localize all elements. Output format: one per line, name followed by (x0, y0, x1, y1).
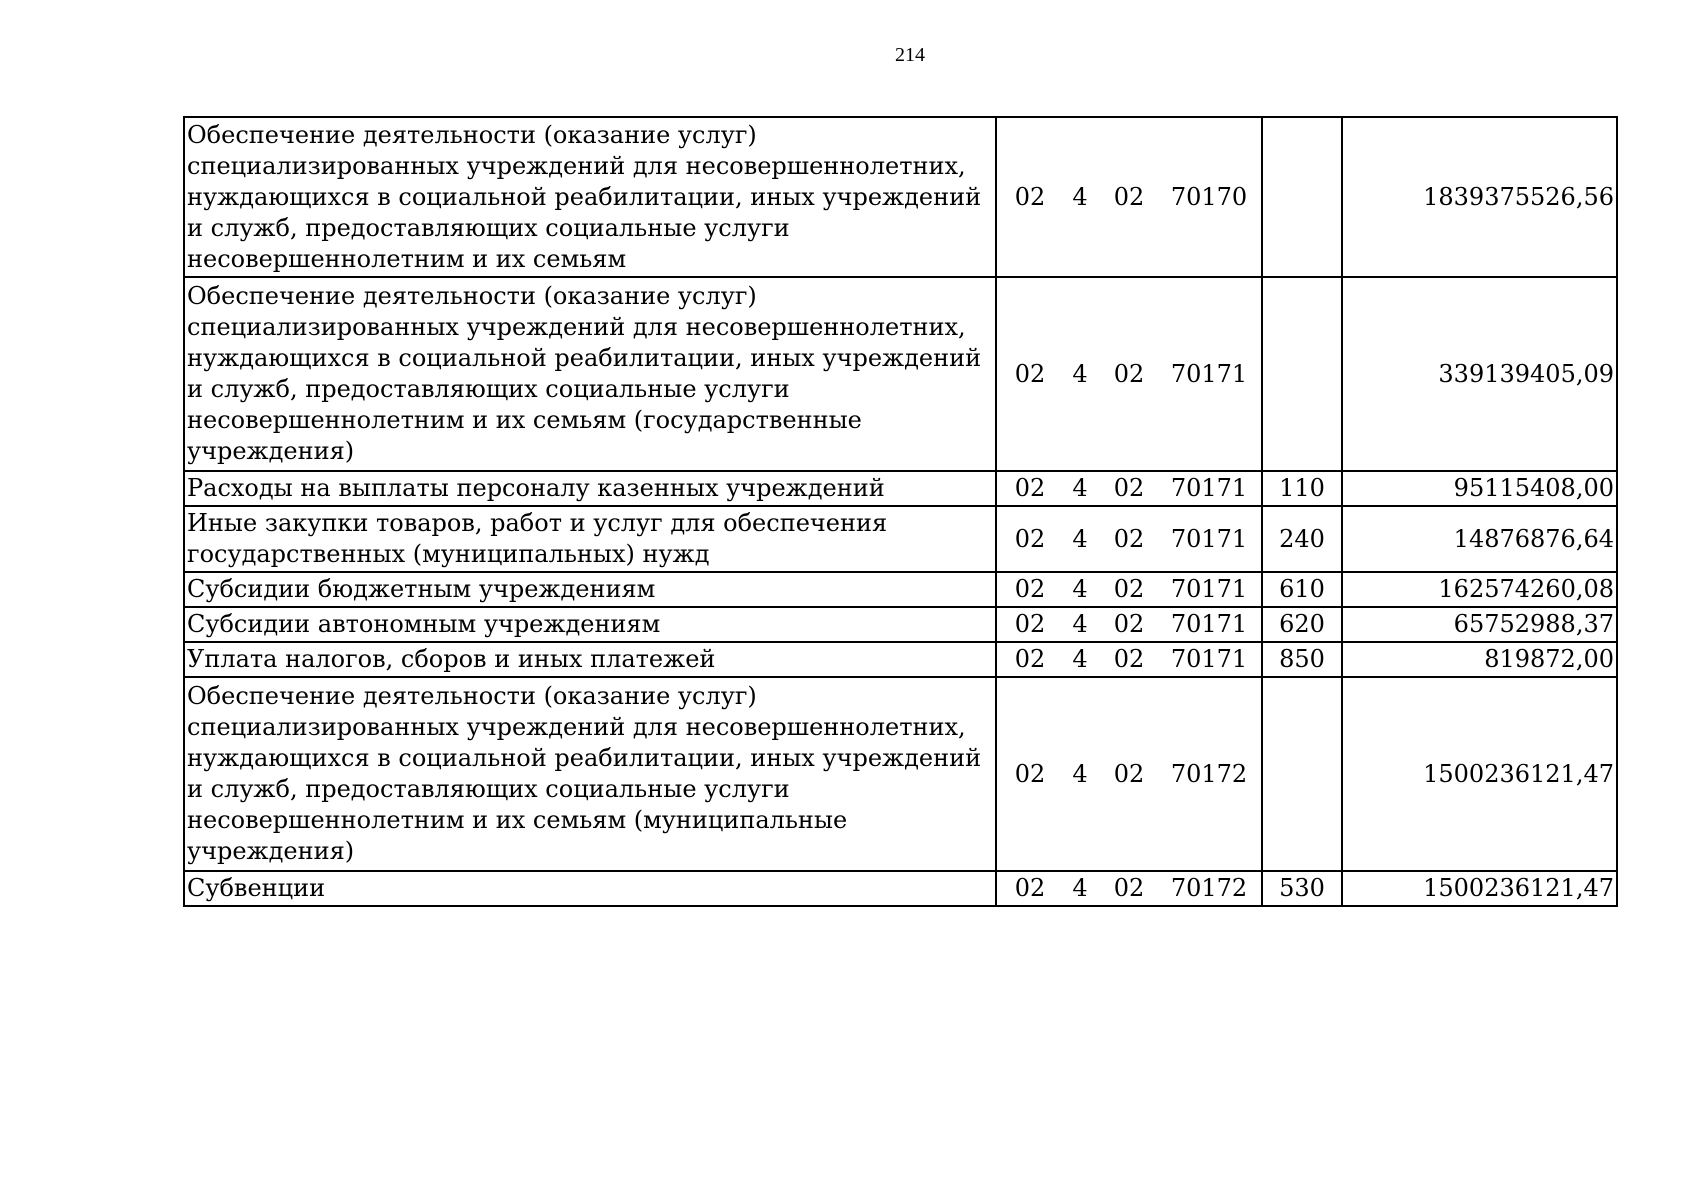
code-direction: 70171 (1170, 359, 1248, 388)
row-sum: 1500236121,47 (1342, 871, 1617, 906)
row-name: Уплата налогов, сборов и иных платежей (184, 642, 996, 677)
code-subprogram: 02 (1113, 474, 1145, 502)
table-row (184, 871, 1617, 906)
row-name: Обеспечение деятельности (оказание услуг) специализированных учреждений для несовершеннолетних, нуждающихся в социальной реабилитации, иных учреждений и служб, предоставляющих социальные услуги несовершеннолетним и их семьям (184, 117, 996, 277)
row-expense-type: 850 (1262, 642, 1342, 677)
code-direction: 70171 (1170, 524, 1248, 553)
code-direction: 70171 (1170, 474, 1248, 502)
row-sum: 819872,00 (1342, 642, 1617, 677)
code-program: 02 (1014, 474, 1046, 502)
code-program: 02 (1014, 759, 1046, 788)
code-subprogram-type: 4 (1072, 874, 1088, 902)
code-subprogram: 02 (1113, 575, 1145, 603)
row-expense-type (1262, 117, 1342, 277)
row-code (996, 607, 1262, 642)
table-row (184, 607, 1617, 642)
table-row (184, 117, 1617, 277)
row-code (996, 642, 1262, 677)
row-sum: 65752988,37 (1342, 607, 1617, 642)
code-subprogram-type: 4 (1072, 359, 1088, 388)
row-name: Обеспечение деятельности (оказание услуг) специализированных учреждений для несовершеннолетних, нуждающихся в социальной реабилитации, иных учреждений и служб, предоставляющих социальные услуги несовершеннолетним и их семьям (муниципальные учреждения) (184, 677, 996, 871)
code-program: 02 (1014, 524, 1046, 553)
row-code (996, 277, 1262, 471)
row-sum: 95115408,00 (1342, 471, 1617, 506)
code-program: 02 (1014, 575, 1046, 603)
row-sum: 162574260,08 (1342, 572, 1617, 607)
row-code (996, 572, 1262, 607)
code-subprogram-type: 4 (1072, 474, 1088, 502)
row-name: Расходы на выплаты персоналу казенных учреждений (184, 471, 996, 506)
table-row (184, 677, 1617, 871)
code-program: 02 (1014, 645, 1046, 673)
table-row (184, 506, 1617, 572)
row-expense-type: 620 (1262, 607, 1342, 642)
row-expense-type: 610 (1262, 572, 1342, 607)
table-row (184, 642, 1617, 677)
code-direction: 70172 (1170, 759, 1248, 788)
code-subprogram-type: 4 (1072, 610, 1088, 638)
row-name: Субвенции (184, 871, 996, 906)
code-subprogram: 02 (1113, 524, 1145, 553)
code-subprogram: 02 (1113, 610, 1145, 638)
row-expense-type: 530 (1262, 871, 1342, 906)
budget-table (183, 116, 1618, 907)
code-subprogram-type: 4 (1072, 182, 1088, 211)
row-code (996, 506, 1262, 572)
table-row (184, 471, 1617, 506)
code-subprogram: 02 (1113, 645, 1145, 673)
table-row (184, 572, 1617, 607)
row-expense-type (1262, 677, 1342, 871)
row-name: Субсидии автономным учреждениям (184, 607, 996, 642)
table-row (184, 277, 1617, 471)
code-subprogram: 02 (1113, 359, 1145, 388)
row-expense-type (1262, 277, 1342, 471)
code-direction: 70172 (1170, 874, 1248, 902)
code-program: 02 (1014, 610, 1046, 638)
code-program: 02 (1014, 359, 1046, 388)
row-sum: 339139405,09 (1342, 277, 1617, 471)
code-program: 02 (1014, 874, 1046, 902)
row-code (996, 871, 1262, 906)
row-name: Субсидии бюджетным учреждениям (184, 572, 996, 607)
code-subprogram-type: 4 (1072, 759, 1088, 788)
row-code (996, 471, 1262, 506)
row-sum: 1500236121,47 (1342, 677, 1617, 871)
code-direction: 70171 (1170, 645, 1248, 673)
page-number: 214 (895, 44, 925, 66)
row-name: Обеспечение деятельности (оказание услуг) специализированных учреждений для несовершеннолетних, нуждающихся в социальной реабилитации, иных учреждений и служб, предоставляющих социальные услуги несовершеннолетним и их семьям (государственные учреждения) (184, 277, 996, 471)
row-sum: 1839375526,56 (1342, 117, 1617, 277)
code-subprogram-type: 4 (1072, 645, 1088, 673)
code-program: 02 (1014, 182, 1046, 211)
row-name: Иные закупки товаров, работ и услуг для обеспечения государственных (муниципальных) нужд (184, 506, 996, 572)
row-sum: 14876876,64 (1342, 506, 1617, 572)
code-direction: 70171 (1170, 610, 1248, 638)
code-direction: 70170 (1170, 182, 1248, 211)
row-expense-type: 110 (1262, 471, 1342, 506)
row-code (996, 677, 1262, 871)
code-direction: 70171 (1170, 575, 1248, 603)
code-subprogram: 02 (1113, 182, 1145, 211)
code-subprogram-type: 4 (1072, 575, 1088, 603)
code-subprogram: 02 (1113, 759, 1145, 788)
code-subprogram: 02 (1113, 874, 1145, 902)
row-code (996, 117, 1262, 277)
row-expense-type: 240 (1262, 506, 1342, 572)
code-subprogram-type: 4 (1072, 524, 1088, 553)
